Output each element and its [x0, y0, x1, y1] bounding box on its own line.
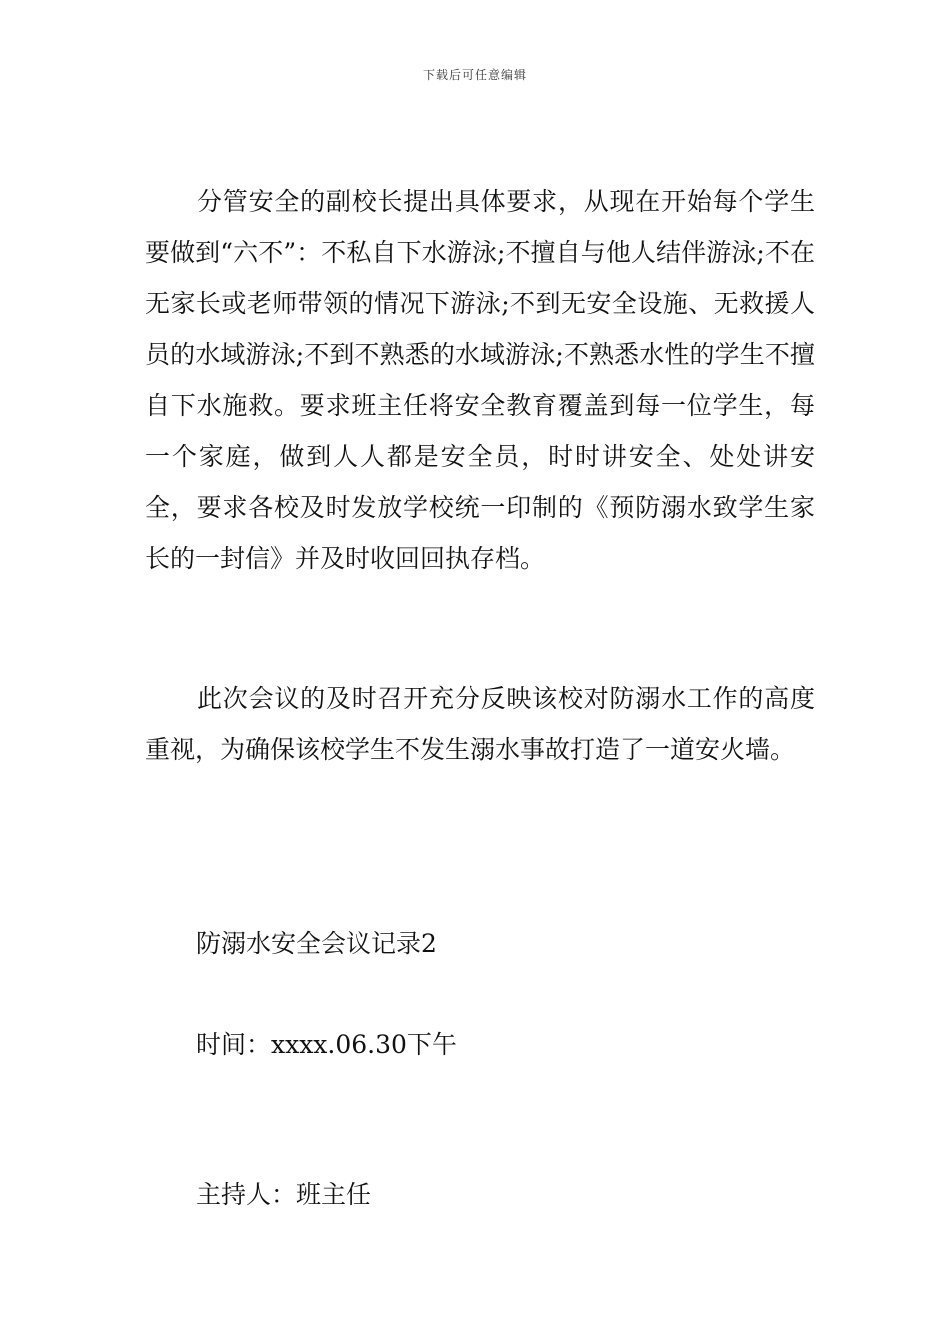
meeting-time: 时间：xxxx.06.30下午	[196, 1030, 457, 1059]
page-header-note: 下载后可任意编辑	[422, 68, 527, 82]
section-title: 防溺水安全会议记录2	[196, 929, 437, 958]
body-paragraph-requirements: 分管安全的副校长提出具体要求，从现在开始每个学生要做到“六不”：不私自下水游泳;不擅自与他人结伴游泳;不在无家长或老师带领的情况下游泳;不到无安全设施、无救援人员的水域游泳;不到不熟悉的水域游泳;不熟悉水性的学生不擅自下水施救。要求班主任将安全教育覆盖到每一位学生，每一个家庭，做到人人都是安全员，时时讲安全、处处讲安全，要求各校及时发放学校统一印制的《预防溺水致学生家长的一封信》并及时收回回执存档。	[145, 187, 815, 573]
body-paragraph-conclusion: 此次会议的及时召开充分反映该校对防溺水工作的高度重视，为确保该校学生不发生溺水事故打造了一道安火墙。	[145, 684, 815, 764]
meeting-host: 主持人：班主任	[196, 1180, 372, 1209]
